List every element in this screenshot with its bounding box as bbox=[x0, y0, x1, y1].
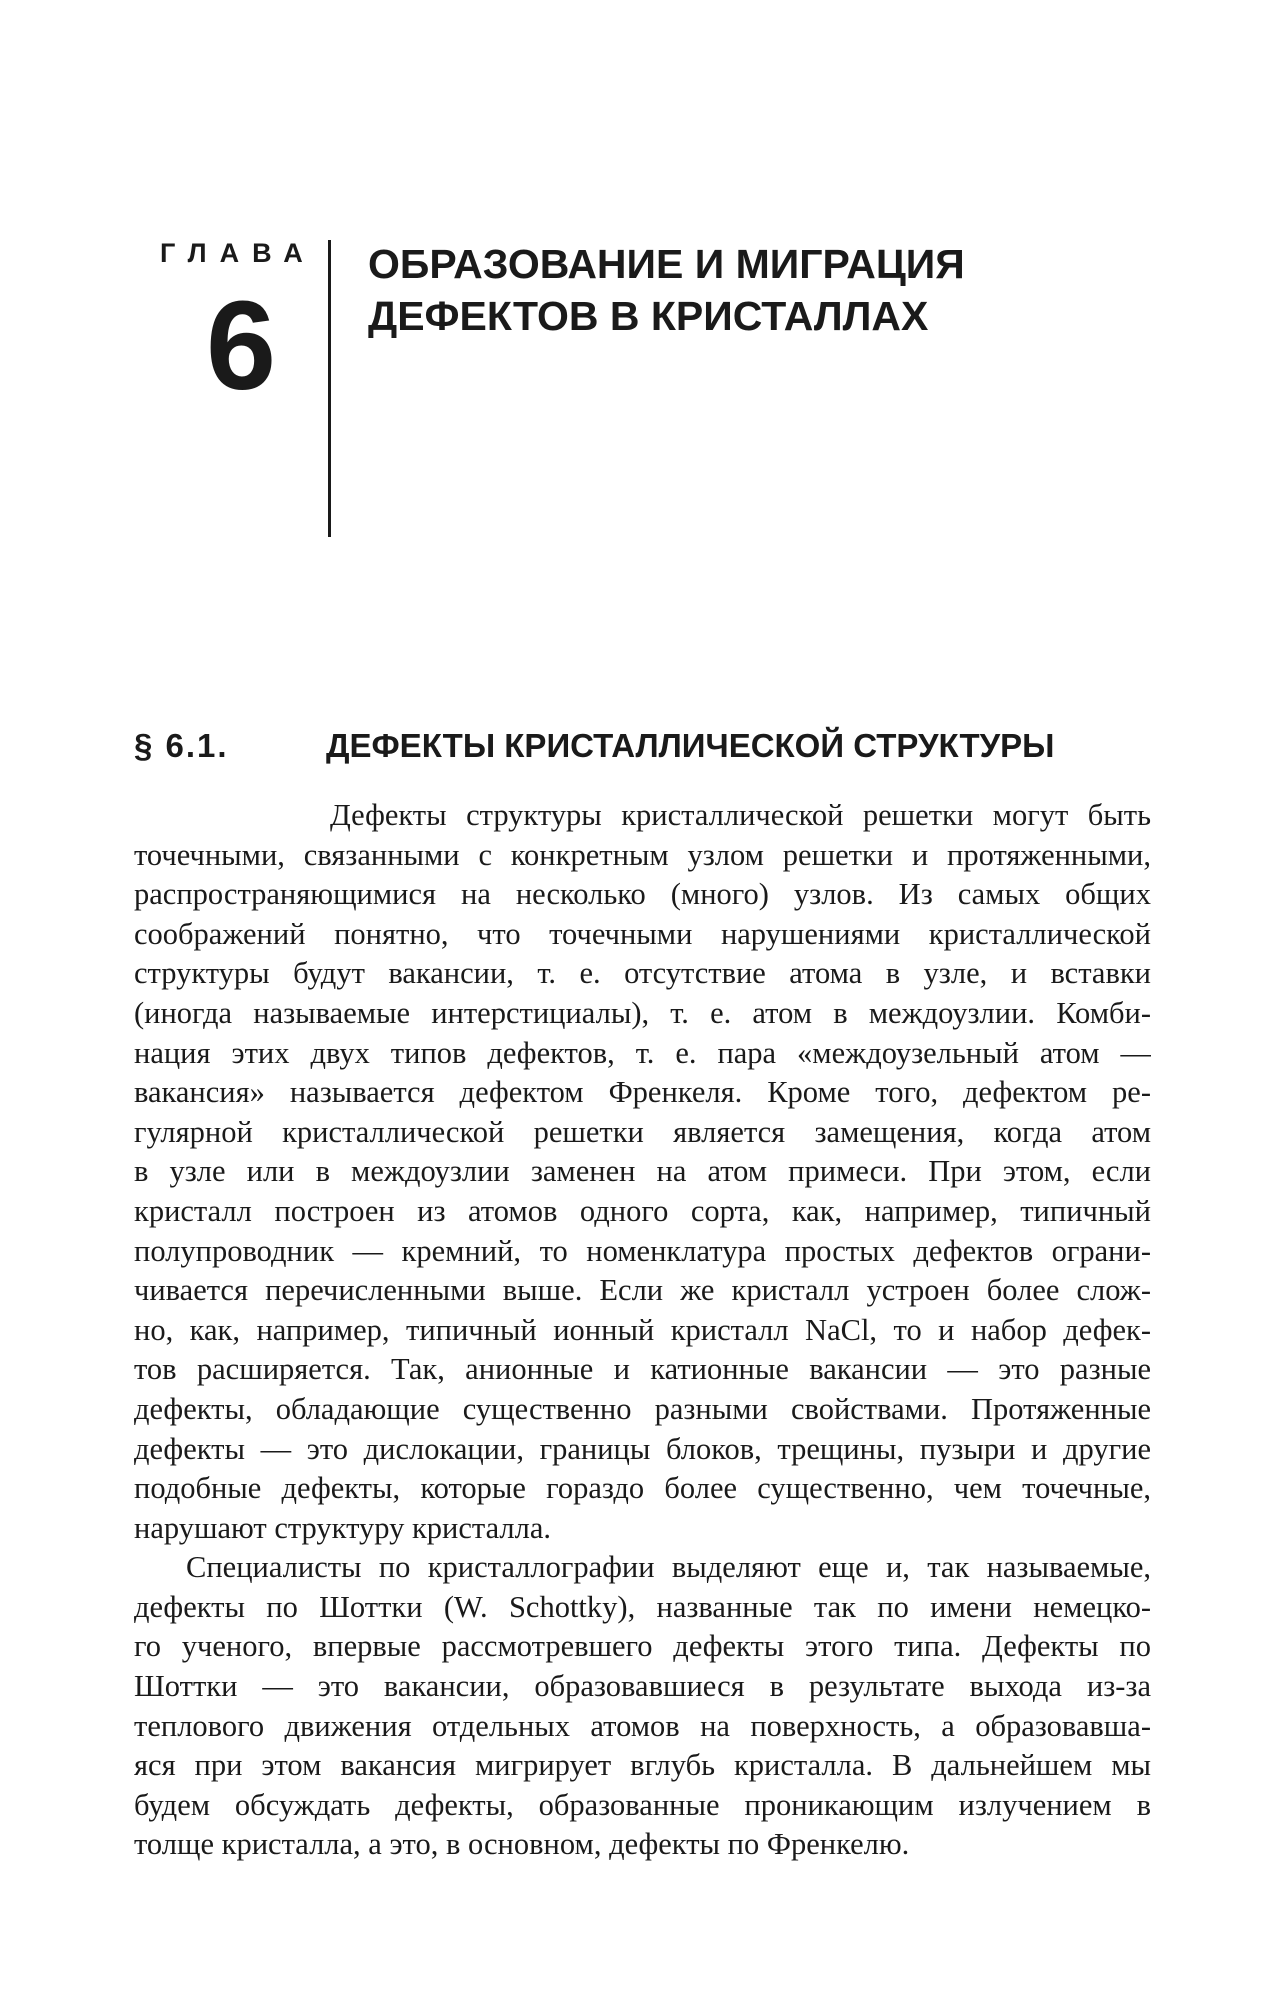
text-line: гулярной кристаллической решетки является замещения, когда атом bbox=[134, 1114, 1151, 1149]
text-line: кристалл построен из атомов одного сорта, как, например, типичный bbox=[134, 1193, 1151, 1228]
text-line: дефекты по Шоттки (W. Schottky), названные так по имени немецко- bbox=[134, 1589, 1151, 1624]
paragraph bbox=[134, 796, 1151, 1548]
text-line: теплового движения отдельных атомов на поверхность, а образовавша- bbox=[134, 1708, 1151, 1743]
text-line: Дефекты структуры кристаллической решетки могут быть bbox=[330, 798, 1151, 832]
text-line: соображений понятно, что точечными нарушениями кристаллической bbox=[134, 916, 1151, 951]
section-heading bbox=[134, 724, 1154, 768]
paragraph bbox=[134, 1548, 1151, 1865]
section-number: § 6.1. bbox=[134, 727, 229, 764]
text-line: го ученого, впервые рассмотревшего дефекты этого типа. Дефекты по bbox=[134, 1629, 1151, 1664]
chapter-number: 6 bbox=[205, 275, 277, 416]
text-line: нарушают структуру кристалла. bbox=[134, 1510, 552, 1545]
text-line: тов расширяется. Так, анионные и катионные вакансии — это разные bbox=[134, 1352, 1151, 1387]
text-line: дефекты, обладающие существенно разными свойствами. Протяженные bbox=[134, 1391, 1151, 1426]
chapter-label: ГЛАВА bbox=[160, 238, 316, 268]
text-line: Шоттки — это вакансии, образовавшиеся в результате выхода из-за bbox=[134, 1669, 1151, 1704]
text-line: дефекты — это дислокации, границы блоков, трещины, пузыри и другие bbox=[134, 1431, 1151, 1466]
text-line: Специалисты по кристаллографии выделяют еще и, так называемые, bbox=[186, 1550, 1151, 1585]
chapter-title bbox=[368, 238, 1068, 342]
chapter-title-line: ОБРАЗОВАНИЕ И МИГРАЦИЯ bbox=[368, 241, 965, 287]
text-line: чивается перечисленными выше. Если же кристалл устроен более слож- bbox=[134, 1273, 1151, 1308]
text-line: распространяющимися на несколько (много) узлов. Из самых общих bbox=[134, 877, 1151, 912]
text-line: подобные дефекты, которые гораздо более существенно, чем точечные, bbox=[134, 1471, 1151, 1506]
text-line: но, как, например, типичный ионный кристалл NaCl, то и набор дефек- bbox=[134, 1312, 1151, 1347]
text-line: полупроводник — кремний, то номенклатура простых дефектов ограни- bbox=[134, 1233, 1151, 1268]
text-line: будем обсуждать дефекты, образованные проникающим излучением в bbox=[134, 1787, 1151, 1822]
text-line: в узле или в междоузлии заменен на атом примеси. При этом, если bbox=[134, 1154, 1151, 1189]
section-title: ДЕФЕКТЫ КРИСТАЛЛИЧЕСКОЙ СТРУКТУРЫ bbox=[326, 727, 1055, 764]
text-line: яся при этом вакансия мигрирует вглубь кристалла. В дальнейшем мы bbox=[134, 1748, 1151, 1783]
text-line: нация этих двух типов дефектов, т. е. пара «междоузельный атом — bbox=[134, 1035, 1151, 1070]
body-text bbox=[134, 796, 1151, 1865]
text-line: вакансия» называется дефектом Френкеля. Кроме того, дефектом ре- bbox=[134, 1075, 1151, 1110]
chapter-title-line: ДЕФЕКТОВ В КРИСТАЛЛАХ bbox=[368, 293, 929, 339]
chapter-divider bbox=[328, 240, 331, 537]
text-line: толще кристалла, а это, в основном, дефекты по Френкелю. bbox=[134, 1827, 910, 1862]
text-line: точечными, связанными с конкретным узлом решетки и протяженными, bbox=[134, 837, 1151, 872]
text-line: структуры будут вакансии, т. е. отсутствие атома в узле, и вставки bbox=[134, 956, 1151, 991]
text-line: (иногда называемые интерстициалы), т. е. атом в междоузлии. Комби- bbox=[134, 995, 1151, 1030]
